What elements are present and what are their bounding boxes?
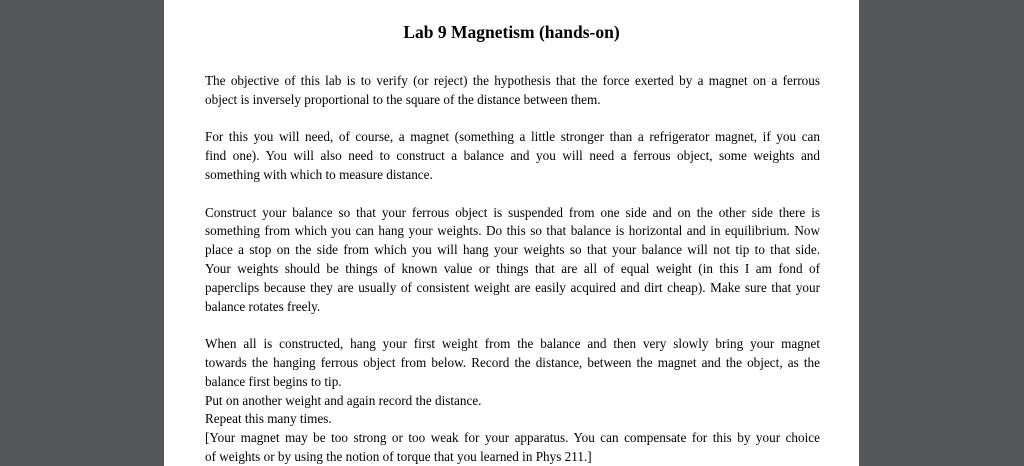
paragraph-objective [205, 72, 820, 110]
page-title: Lab 9 Magnetism (hands-on) [403, 22, 620, 42]
text-line: Your weights should be things of known value or things that are all of equal weight (in this I am fond of [205, 260, 820, 276]
text-line: balance rotates freely. [205, 298, 321, 314]
text-line: find one). You will also need to construct a balance and you will need a ferrous object, some weights and [205, 148, 820, 164]
text-line: For this you will need, of course, a magnet (something a little stronger than a refrigerator magnet, if you can [205, 129, 820, 145]
text-line: of weights or by using the notion of torque that you learned in Phys 211.] [205, 448, 592, 464]
text-line: something from which you can hang your weights. Do this so that balance is horizontal and in equilibrium. Now [205, 223, 820, 239]
text-line: place a stop on the side from which you will hang your weights so that your balance will not tip to that side. [205, 242, 820, 258]
text-line: something with which to measure distance. [205, 166, 433, 182]
document-body [205, 72, 820, 466]
paragraph-procedure [205, 335, 820, 466]
document-page[interactable] [164, 0, 859, 466]
text-line: Put on another weight and again record the distance. [205, 392, 482, 408]
text-line: When all is constructed, hang your first weight from the balance and then very slowly bring your magnet [205, 336, 820, 352]
paragraph-construction [205, 204, 820, 317]
paragraph-materials [205, 128, 820, 184]
text-line: Construct your balance so that your ferrous object is suspended from one side and on the other side there is [205, 204, 820, 220]
text-line: balance first begins to tip. [205, 373, 342, 389]
text-line: towards the hanging ferrous object from below. Record the distance, between the magnet and the object, as the [205, 354, 820, 370]
text-line: paperclips because they are usually of consistent weight are easily acquired and dirt cheap). Make sure that your [205, 279, 820, 295]
text-line: [Your magnet may be too strong or too weak for your apparatus. You can compensate for this by your choice [205, 430, 820, 446]
text-line: The objective of this lab is to verify (or reject) the hypothesis that the force exerted by a magnet on a ferrous [205, 73, 820, 88]
text-line: object is inversely proportional to the square of the distance between them. [205, 91, 601, 107]
text-line: Repeat this many times. [205, 411, 332, 427]
